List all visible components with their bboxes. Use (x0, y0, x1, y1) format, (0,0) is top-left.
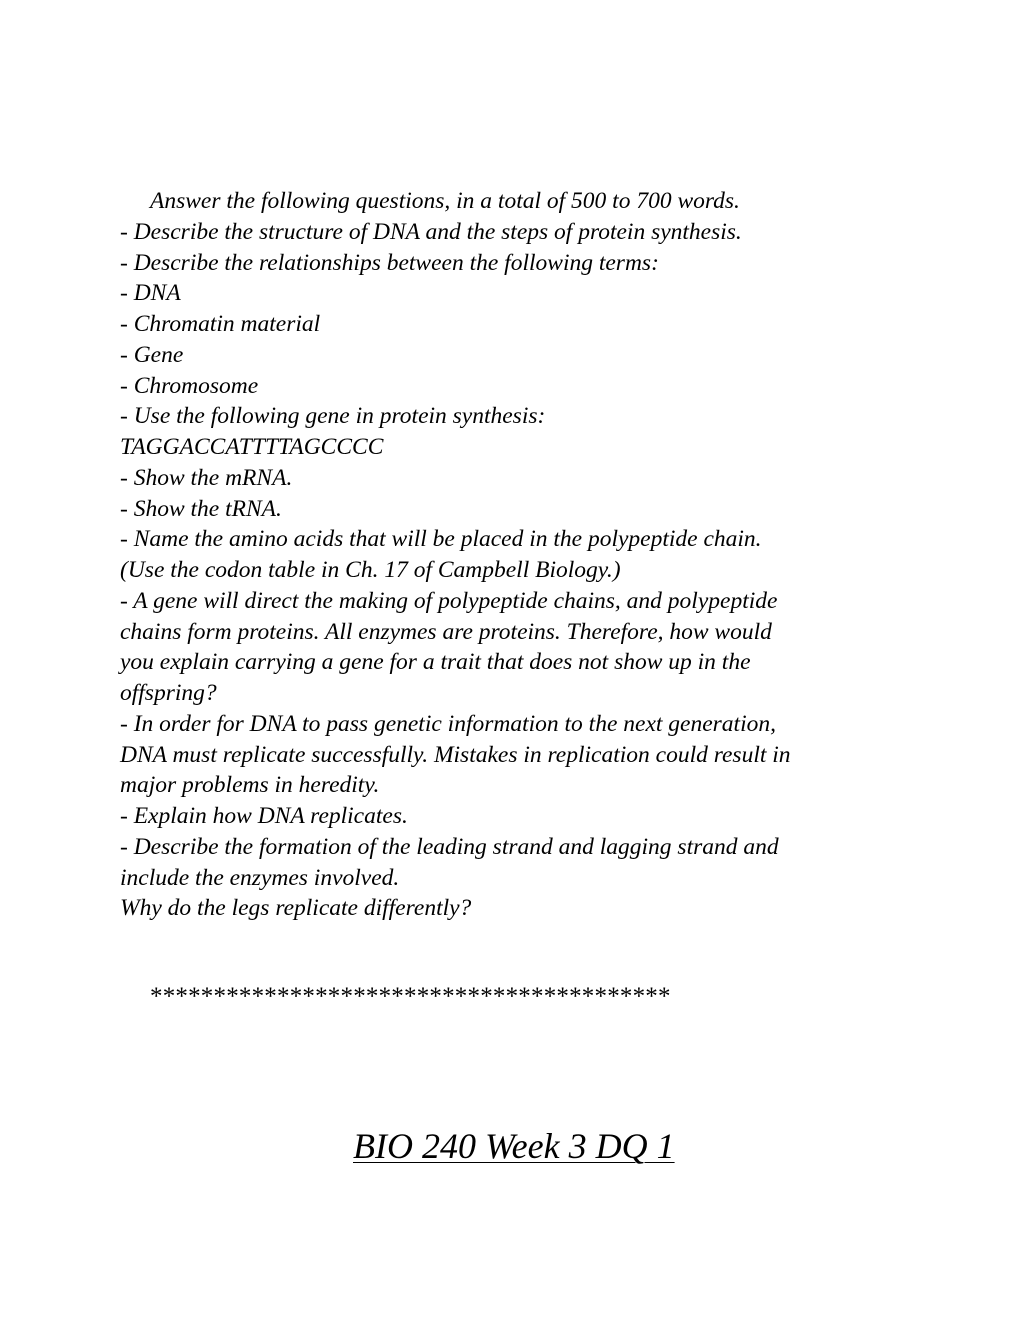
term-line: - DNA (120, 280, 181, 307)
question-line: offspring? (120, 680, 217, 706)
question-line: - A gene will direct the making of polypeptide chains, and polypeptide (120, 587, 778, 614)
question-line: - Describe the relationships between the following terms: (120, 249, 659, 276)
question-line: you explain carrying a gene for a trait that does not show up in the (120, 649, 751, 676)
question-line: - Explain how DNA replicates. (120, 803, 408, 829)
question-line: - Describe the formation of the leading strand and lagging strand and (120, 833, 779, 860)
term-line: - Chromosome (120, 372, 259, 399)
question-line: major problems in heredity. (120, 772, 380, 799)
term-line: - Chromatin material (120, 311, 321, 337)
question-line: DNA must replicate successfully. Mistakes in replication could result in (120, 741, 791, 768)
question-line: include the enzymes involved. (120, 864, 400, 891)
term-line: - Gene (120, 341, 184, 368)
gene-sequence: TAGGACCATTTTAGCCCC (120, 434, 384, 460)
question-line: - Show the tRNA. (120, 495, 282, 522)
question-line: - Describe the structure of DNA and the steps of protein synthesis. (120, 218, 742, 245)
question-list (120, 186, 910, 924)
question-line: chains form proteins. All enzymes are proteins. Therefore, how would (120, 618, 772, 645)
question-line: - In order for DNA to pass genetic information to the next generation, (120, 710, 776, 737)
question-line: (Use the codon table in Ch. 17 of Campbell Biology.) (120, 557, 621, 583)
document-title: BIO 240 Week 3 DQ 1 (353, 1126, 675, 1166)
question-line: Why do the legs replicate differently? (120, 895, 472, 922)
asterisk-separator: ***************************************** (150, 983, 671, 1010)
intro-line: Answer the following questions, in a total of 500 to 700 words. (150, 188, 740, 214)
question-line: - Use the following gene in protein synthesis: (120, 403, 546, 430)
question-line: - Show the mRNA. (120, 464, 293, 491)
question-line: - Name the amino acids that will be placed in the polypeptide chain. (120, 526, 762, 553)
